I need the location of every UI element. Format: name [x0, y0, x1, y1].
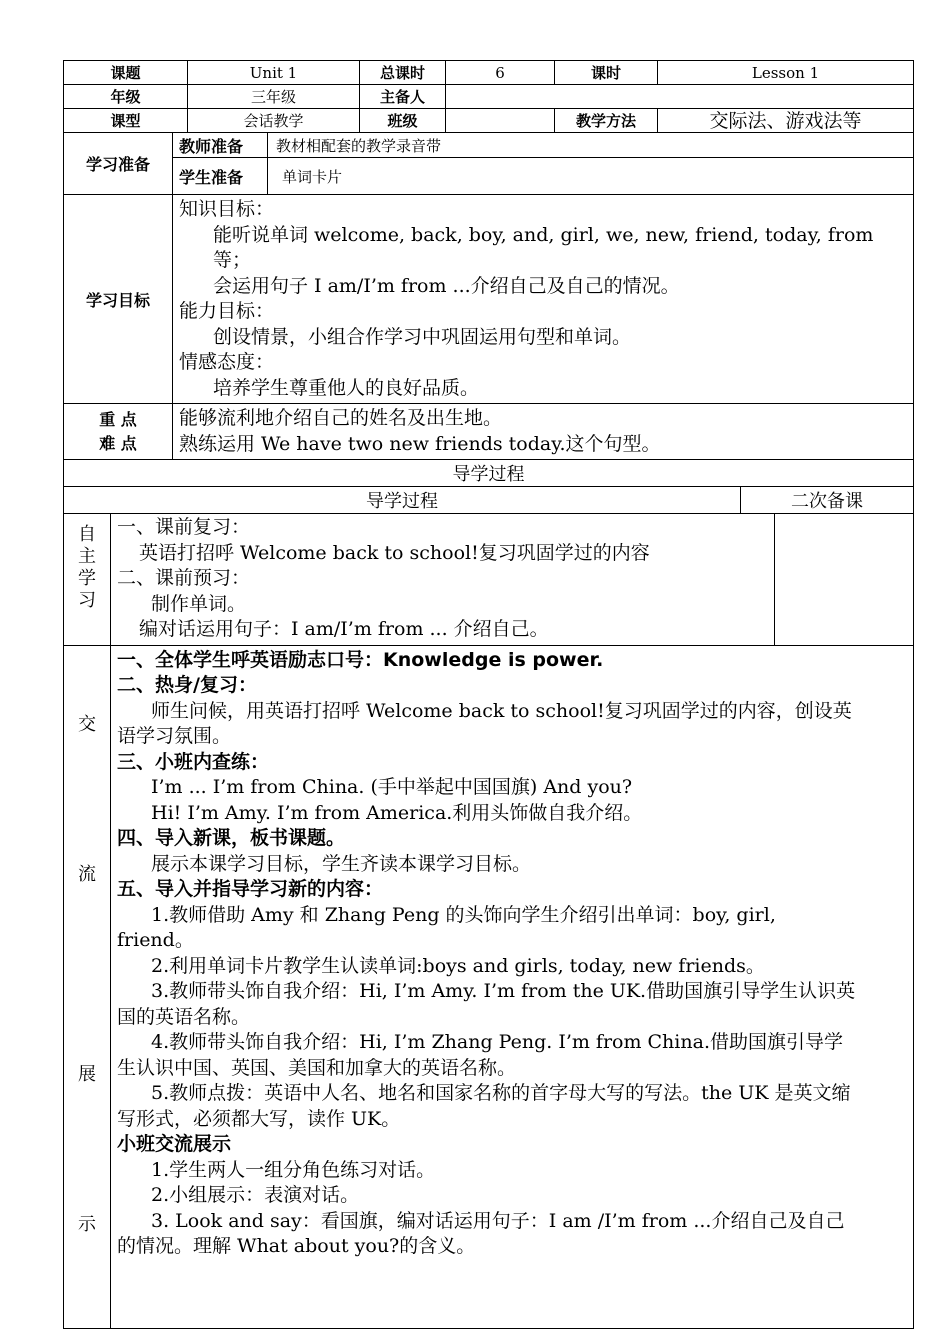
topic-label: 课题	[64, 61, 188, 85]
keypoint-line-1: 能够流利地介绍自己的姓名及出生地。	[179, 407, 503, 429]
exchange-group-item-3: 3. Look and say：看国旗，编对话运用句子：I am /I’m from ...介绍自己及自己的情况。理解 What about you?的含义。	[117, 1209, 845, 1257]
exchange-new-content-heading: 五、导入并指导学习新的内容：	[117, 878, 384, 900]
goals-emotion-heading: 情感态度：	[179, 351, 275, 373]
self-study-preview-item-1: 制作单词。	[151, 592, 247, 615]
header-table	[63, 60, 914, 133]
exchange-new-item-5: 5.教师点拨：英语中人名、地名和国家名称的首字母大写的写法。the UK 是英文缩写形式，必须都大写，读作 UK。	[117, 1082, 851, 1130]
lesson-label: 课时	[555, 61, 658, 85]
goals-emotion-text: 培养学生尊重他人的良好品质。	[213, 376, 480, 399]
self-study-label	[64, 514, 111, 646]
goals-knowledge-words: 能听说单词 welcome, back, boy, and, girl, we, new, friend, today, from 等；	[213, 223, 874, 271]
goals-ability-text: 创设情景，小组合作学习中巩固运用句型和单词。	[213, 325, 632, 348]
prep-label: 学习准备	[64, 133, 173, 195]
self-study-review-text: 英语打招呼 Welcome back to school!复习巩固学过的内容	[139, 541, 650, 564]
exchange-group-heading: 小班交流展示	[117, 1133, 232, 1155]
method-label: 教学方法	[555, 109, 658, 133]
exchange-warmup-text: 师生问候，用英语打招呼 Welcome back to school!复习巩固学过的内容，创设英语学习氛围。	[117, 699, 852, 747]
topic-value: Unit 1	[188, 61, 360, 85]
teacher-prep-value: 教材相配套的教学录音带	[268, 133, 914, 158]
self-study-preview-heading: 二、课前预习：	[117, 567, 251, 589]
type-label: 课型	[64, 109, 188, 133]
self-study-char-3: 学	[78, 568, 96, 589]
student-prep-value: 单词卡片	[268, 158, 914, 195]
process-header-table	[63, 459, 914, 514]
exchange-char-1: 交	[78, 713, 96, 735]
class-label: 班级	[360, 109, 446, 133]
exchange-warmup-heading: 二、热身/复习：	[117, 674, 257, 696]
process-title: 导学过程	[64, 460, 914, 487]
self-study-char-2: 主	[78, 546, 96, 567]
exchange-content	[111, 645, 914, 1328]
goals-knowledge-heading: 知识目标：	[179, 198, 275, 220]
goals-table	[63, 132, 914, 460]
self-study-review-heading: 一、课前复习：	[117, 516, 251, 538]
exchange-new-item-2: 2.利用单词卡片教学生认读单词:boys and girls, today, new friends。	[151, 954, 765, 977]
self-study-content	[111, 514, 775, 646]
process-notes-column: 二次备课	[741, 487, 914, 514]
total-hours-label: 总课时	[360, 61, 446, 85]
exchange-intro-heading: 四、导入新课，板书课题。	[117, 827, 346, 849]
exchange-practice-line-2: Hi! I’m Amy. I’m from America.利用头饰做自我介绍。	[151, 801, 643, 824]
exchange-practice-heading: 三、小班内查练：	[117, 750, 270, 773]
exchange-group-item-2: 2.小组展示：表演对话。	[151, 1184, 360, 1206]
goals-content	[173, 195, 914, 404]
lesson-plan	[63, 60, 913, 1329]
exchange-char-3: 展	[78, 1063, 96, 1085]
keypoints-content	[173, 404, 914, 460]
grade-value: 三年级	[188, 85, 360, 109]
exchange-intro-text: 展示本课学习目标，学生齐读本课学习目标。	[151, 852, 532, 875]
keypoints-label	[64, 404, 173, 460]
keypoint-line-2: 熟练运用 We have two new friends today.这个句型。	[179, 432, 661, 455]
goals-label: 学习目标	[64, 195, 173, 404]
keypoints-label-difficult: 难 点	[99, 433, 137, 453]
goals-ability-heading: 能力目标：	[179, 300, 275, 322]
type-value: 会话教学	[188, 109, 360, 133]
preparer-label: 主备人	[360, 85, 446, 109]
self-study-notes	[775, 514, 914, 646]
total-hours-value: 6	[446, 61, 555, 85]
exchange-new-item-4: 4.教师带头饰自我介绍：Hi, I’m Zhang Peng. I’m from China.借助国旗引导学生认识中国、英国、美国和加拿大的英语名称。	[117, 1031, 843, 1079]
grade-label: 年级	[64, 85, 188, 109]
self-study-char-4: 习	[78, 590, 96, 611]
teacher-prep-label: 教师准备	[173, 133, 268, 158]
exchange-slogan: 一、全体学生呼英语励志口号：Knowledge is power.	[117, 648, 604, 671]
exchange-practice-line-1: I’m ... I’m from China. (手中举起中国国旗) And you?	[151, 776, 633, 798]
self-study-preview-item-2: 编对话运用句子：I am/I’m from ... 介绍自己。	[139, 618, 549, 640]
goals-knowledge-sentence: 会运用句子 I am/I’m from ...介绍自己及自己的情况。	[213, 274, 680, 297]
exchange-char-2: 流	[78, 863, 96, 885]
exchange-char-4: 示	[78, 1213, 96, 1235]
process-main-column: 导学过程	[64, 487, 741, 514]
lesson-value: Lesson 1	[658, 61, 914, 85]
class-value	[446, 109, 555, 133]
exchange-label	[64, 645, 111, 1328]
keypoints-label-key: 重 点	[99, 409, 137, 429]
process-body-table	[63, 513, 914, 1329]
method-value: 交际法、游戏法等	[658, 109, 914, 133]
preparer-value	[446, 85, 914, 109]
exchange-new-item-3: 3.教师带头饰自我介绍：Hi, I’m Amy. I’m from the UK.借助国旗引导学生认识英国的英语名称。	[117, 980, 856, 1028]
student-prep-label: 学生准备	[173, 158, 268, 195]
self-study-char-1: 自	[78, 524, 96, 545]
exchange-group-item-1: 1.学生两人一组分角色练习对话。	[151, 1158, 436, 1181]
exchange-new-item-1: 1.教师借助 Amy 和 Zhang Peng 的头饰向学生介绍引出单词：boy, girl, friend。	[117, 903, 776, 951]
